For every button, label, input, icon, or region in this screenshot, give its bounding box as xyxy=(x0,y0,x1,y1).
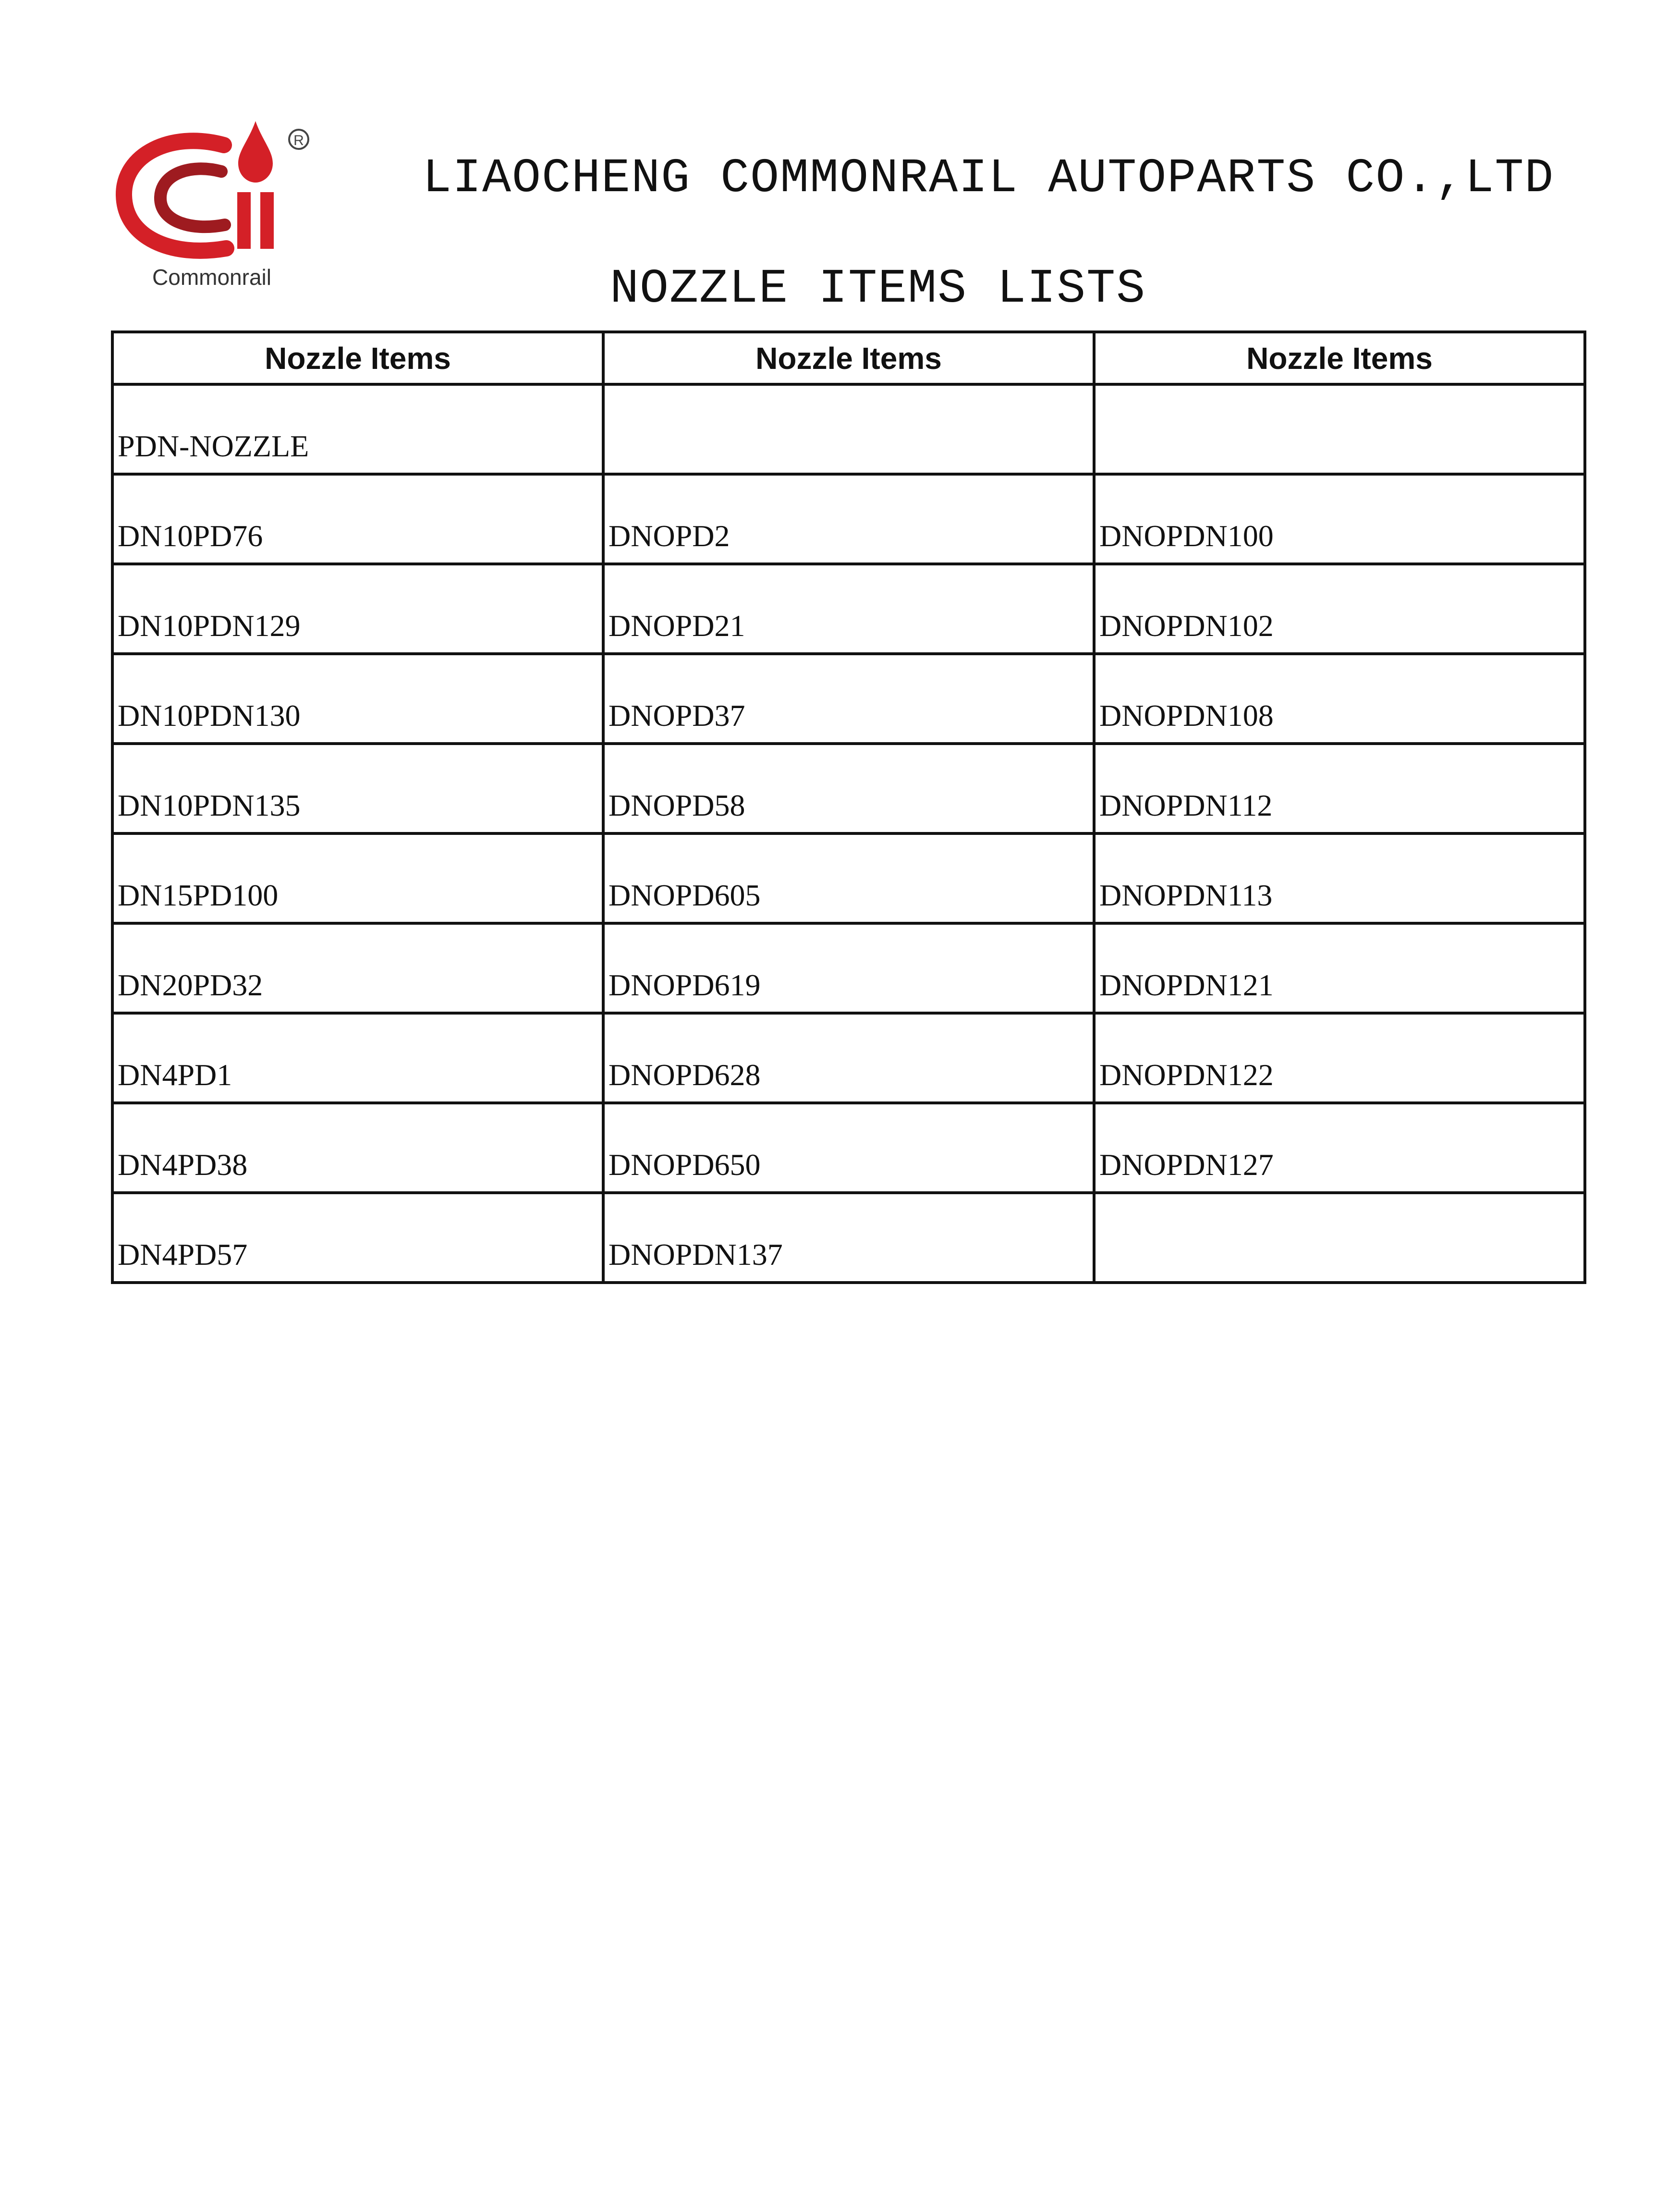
nozzle-items-table xyxy=(111,330,1586,1284)
column-header: Nozzle Items xyxy=(1094,332,1585,384)
table-header-row xyxy=(112,332,1585,384)
table-cell: DNOPD650 xyxy=(603,1103,1094,1193)
column-header: Nozzle Items xyxy=(112,332,603,384)
table-cell: DNOPD2 xyxy=(603,474,1094,564)
table-row xyxy=(112,1013,1585,1103)
table-cell xyxy=(1094,1193,1585,1283)
table-cell: DNOPD619 xyxy=(603,923,1094,1013)
table-cell: DNOPD605 xyxy=(603,833,1094,923)
table-cell: DNOPDN127 xyxy=(1094,1103,1585,1193)
table-row xyxy=(112,474,1585,564)
company-logo xyxy=(113,111,310,290)
table-row xyxy=(112,654,1585,744)
logo-text: Commonrail xyxy=(152,265,271,290)
table-cell: DN10PDN135 xyxy=(112,744,603,833)
table-cell: DNOPDN121 xyxy=(1094,923,1585,1013)
table-cell: DN4PD57 xyxy=(112,1193,603,1283)
table-cell xyxy=(603,384,1094,474)
table-cell: DNOPDN112 xyxy=(1094,744,1585,833)
table-row xyxy=(112,384,1585,474)
table-cell: DNOPDN137 xyxy=(603,1193,1094,1283)
table-cell: DN10PDN129 xyxy=(112,564,603,654)
table-cell: DNOPDN108 xyxy=(1094,654,1585,744)
table-cell: DNOPD21 xyxy=(603,564,1094,654)
table-cell: DN15PD100 xyxy=(112,833,603,923)
table-cell: DNOPDN113 xyxy=(1094,833,1585,923)
table-cell: DNOPDN122 xyxy=(1094,1013,1585,1103)
table-row xyxy=(112,923,1585,1013)
table-cell: DN4PD1 xyxy=(112,1013,603,1103)
table-cell: DNOPD628 xyxy=(603,1013,1094,1103)
table-cell xyxy=(1094,384,1585,474)
list-title: NOZZLE ITEMS LISTS xyxy=(610,262,1146,317)
company-name: LIAOCHENG COMMONRAIL AUTOPARTS CO.,LTD xyxy=(423,152,1555,206)
table-row xyxy=(112,744,1585,833)
table-cell: DN4PD38 xyxy=(112,1103,603,1193)
table-cell: DN10PDN130 xyxy=(112,654,603,744)
table-cell: DNOPD58 xyxy=(603,744,1094,833)
svg-text:R: R xyxy=(293,133,304,148)
table-cell: PDN-NOZZLE xyxy=(112,384,603,474)
table-cell: DN20PD32 xyxy=(112,923,603,1013)
table-cell: DN10PD76 xyxy=(112,474,603,564)
table-row xyxy=(112,1103,1585,1193)
column-header: Nozzle Items xyxy=(603,332,1094,384)
table-row xyxy=(112,833,1585,923)
table-cell: DNOPDN102 xyxy=(1094,564,1585,654)
table-row xyxy=(112,1193,1585,1283)
logo-mark-icon xyxy=(113,111,310,290)
table-cell: DNOPDN100 xyxy=(1094,474,1585,564)
table-row xyxy=(112,564,1585,654)
table-cell: DNOPD37 xyxy=(603,654,1094,744)
